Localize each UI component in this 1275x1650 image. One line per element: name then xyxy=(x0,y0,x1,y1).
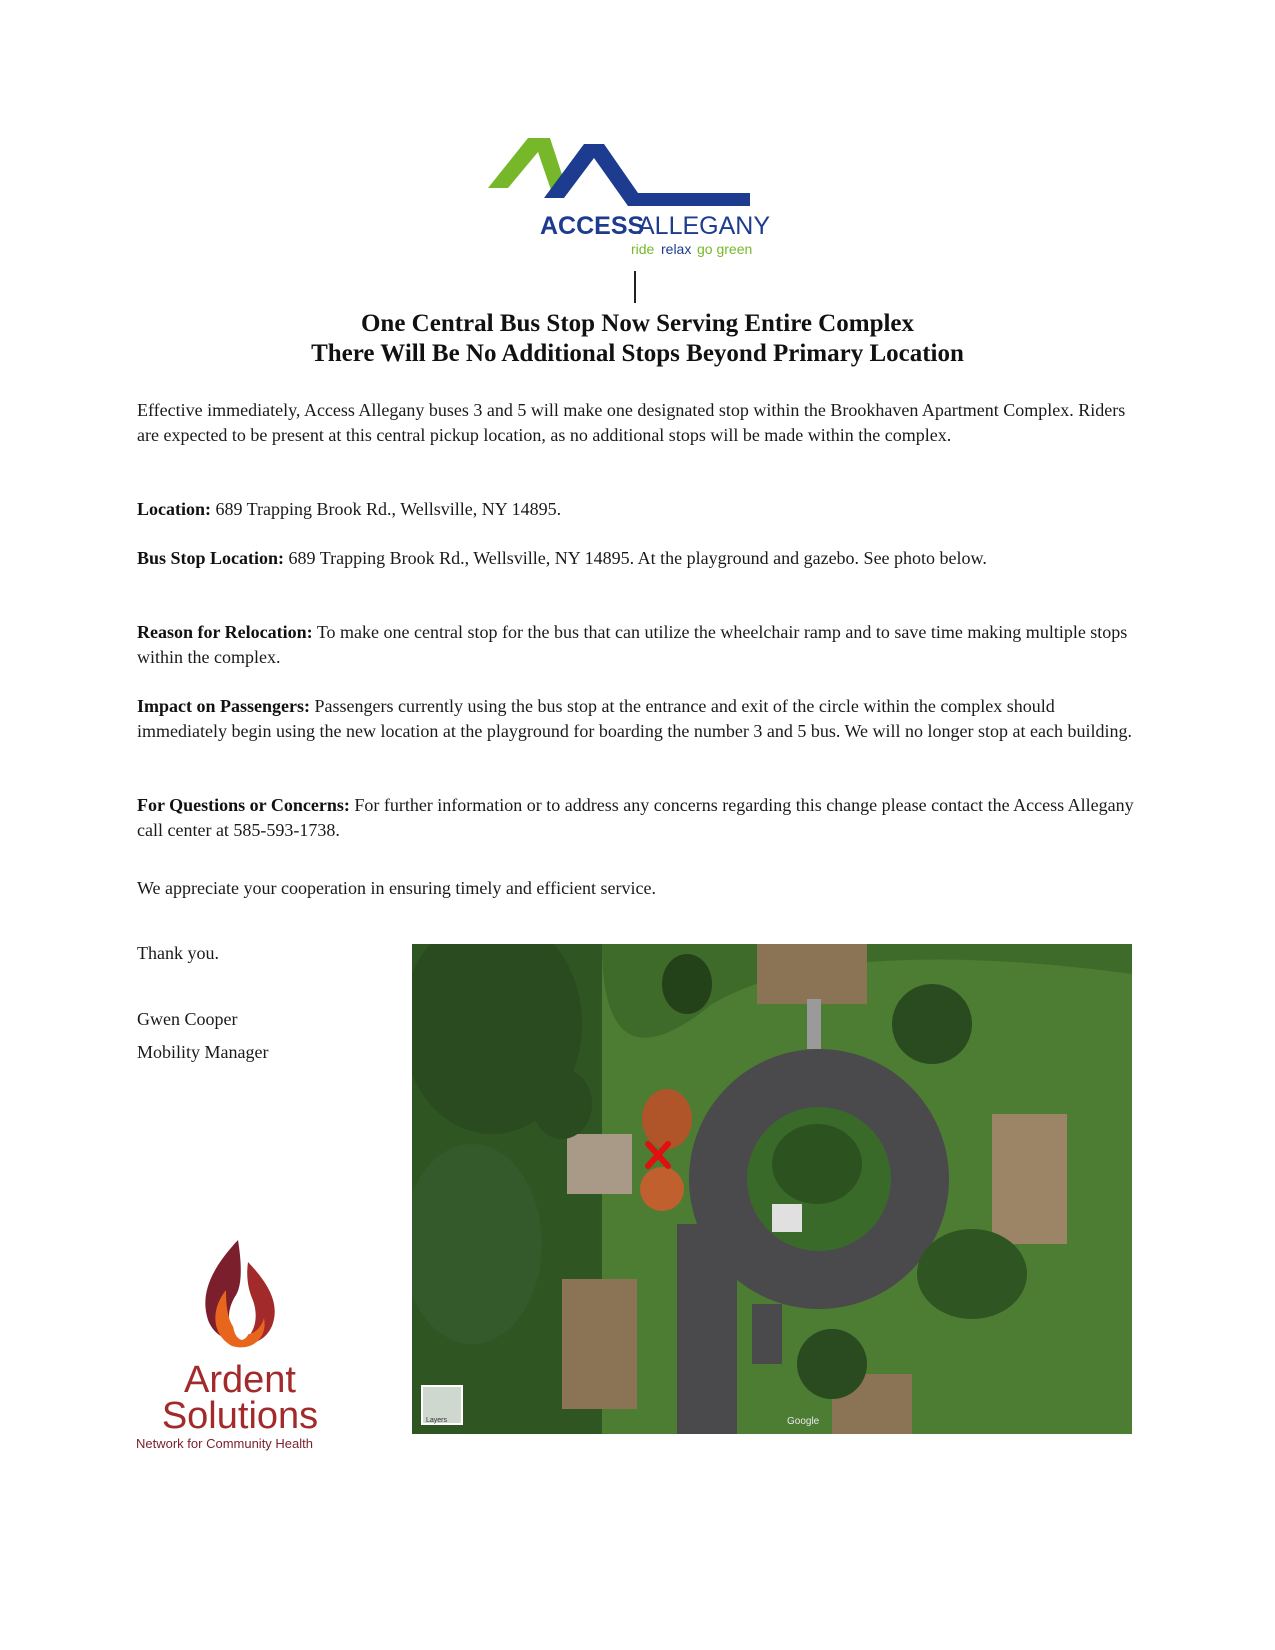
tree-shadow-1 xyxy=(662,954,712,1014)
questions-paragraph xyxy=(137,793,1137,843)
aerial-map-graphic xyxy=(412,944,1132,1434)
access-allegany-logo xyxy=(488,138,778,268)
logo-tagline-relax: relax xyxy=(661,241,692,257)
aerial-map-photo xyxy=(412,944,1132,1434)
impact-paragraph xyxy=(137,694,1137,744)
logo-tagline-gogreen: go green xyxy=(697,241,753,257)
logo-navy-peak xyxy=(544,144,750,206)
bus-stop-label: Bus Stop Location: xyxy=(137,548,285,568)
logo-allegany-text: ALLEGANY xyxy=(638,212,771,240)
building-top xyxy=(757,944,867,1004)
bus-stop-paragraph xyxy=(137,546,1137,571)
building-right xyxy=(992,1114,1067,1244)
signer-name: Gwen Cooper xyxy=(137,1009,238,1029)
autumn-tree-1 xyxy=(642,1089,692,1149)
solutions-text: Solutions xyxy=(161,1395,319,1437)
logo-access-text: ACCESS xyxy=(540,212,645,240)
location-paragraph xyxy=(137,497,1137,522)
reason-label: Reason for Relocation: xyxy=(137,622,313,642)
autumn-tree-2 xyxy=(640,1167,684,1211)
headline-line-1: One Central Bus Stop Now Serving Entire Complex xyxy=(360,310,915,337)
side-lot xyxy=(752,1304,782,1364)
questions-text: For further information or to address any concerns regarding this change please contact the Access Allegany call center at 585-593-1738. xyxy=(137,795,1134,840)
logo-tagline-ride: ride xyxy=(631,241,655,257)
ardent-tagline: Network for Community Health xyxy=(136,1436,313,1451)
text-cursor-line xyxy=(634,271,636,303)
bus-stop-text: 689 Trapping Brook Rd., Wellsville, NY 14895. At the playground and gazebo. See photo below. xyxy=(284,548,987,568)
location-text: 689 Trapping Brook Rd., Wellsville, NY 14895. xyxy=(211,499,562,519)
access-road xyxy=(677,1224,737,1434)
tree-shadow-4 xyxy=(797,1329,867,1399)
reason-paragraph xyxy=(137,620,1137,670)
impact-label: Impact on Passengers: xyxy=(137,696,310,716)
road-top-connector xyxy=(807,999,821,1049)
layers-label: Layers xyxy=(426,1417,448,1424)
playground xyxy=(567,1134,632,1194)
building-bottom-left xyxy=(562,1279,637,1409)
gazebo xyxy=(772,1204,802,1232)
impact-text: Passengers currently using the bus stop at the entrance and exit of the circle within the complex should immediately begin using the new location at the playground for boarding the number 3 and 5 bus. We will no longer stop at each building. xyxy=(137,696,1133,741)
tree-shadow-3 xyxy=(917,1229,1027,1319)
thank-you-line: Thank you. xyxy=(137,943,219,963)
google-watermark: Google xyxy=(787,1416,820,1427)
access-allegany-logo-mark xyxy=(488,138,778,268)
location-label: Location: xyxy=(137,499,211,519)
intro-paragraph: Effective immediately, Access Allegany buses 3 and 5 will make one designated stop within the Brookhaven Apartment Complex. Riders are expected to be present at this central pickup location, as no additional stops will be made within the complex. xyxy=(137,400,1126,445)
questions-label: For Questions or Concerns: xyxy=(137,795,350,815)
headline-line-2: There Will Be No Additional Stops Beyond Primary Location xyxy=(311,340,964,367)
island-trees xyxy=(772,1124,862,1204)
signer-title: Mobility Manager xyxy=(137,1042,269,1062)
ardent-solutions-logo xyxy=(130,1240,360,1451)
ardent-text: Ardent xyxy=(184,1359,296,1401)
reason-text: To make one central stop for the bus that can utilize the wheelchair ramp and to save time making multiple stops within the complex. xyxy=(137,622,1128,667)
tree-shadow-2 xyxy=(892,984,972,1064)
tree-shadow-5 xyxy=(532,1069,592,1139)
appreciation-paragraph: We appreciate your cooperation in ensuring timely and efficient service. xyxy=(137,878,657,898)
ardent-flame-icon xyxy=(130,1240,360,1440)
